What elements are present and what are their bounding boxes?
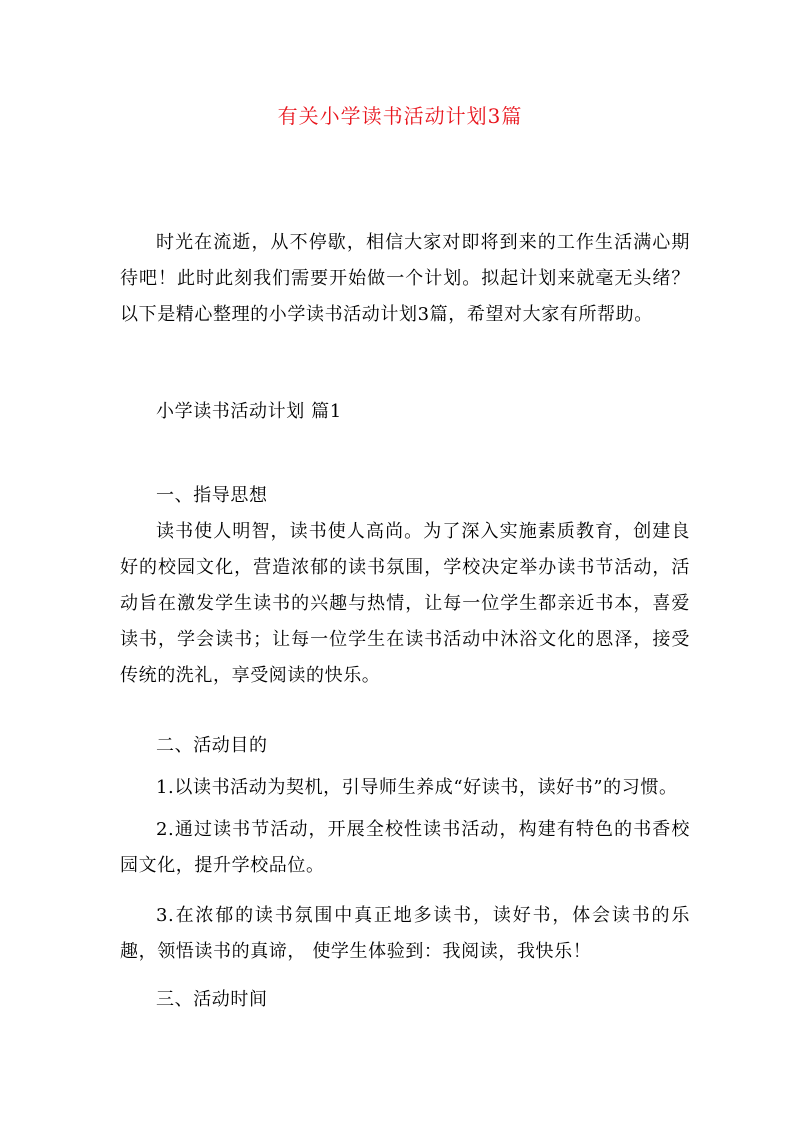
section-heading: 小学读书活动计划 篇1	[156, 401, 342, 422]
goal-item-1: 1.以读书活动为契机，引导师生养成“好读书，读好书”的习惯。	[156, 777, 678, 798]
intro-paragraph: 时光在流逝，从不停歇，相信大家对即将到来的工作生活满心期待吧！此时此刻我们需要开始做一个计划。拟起计划来就毫无头绪？以下是精心整理的小学读书活动计划3篇，希望对大家有所帮助。	[120, 232, 690, 325]
goal-item-2: 2.通过读书节活动，开展全校性读书活动，构建有特色的书香校园文化，提升学校品位。	[120, 819, 690, 876]
heading-activity-time: 三、活动时间	[156, 989, 268, 1010]
document-title: 有关小学读书活动计划3篇	[277, 104, 523, 128]
heading-activity-goals: 二、活动目的	[156, 735, 268, 756]
goal-item-3: 3.在浓郁的读书氛围中真正地多读书，读好书，体会读书的乐趣，领悟读书的真谛， 使学生体验到：我阅读，我快乐！	[120, 905, 690, 962]
heading-guiding-ideology: 一、指导思想	[156, 485, 268, 506]
guiding-paragraph: 读书使人明智，读书使人高尚。为了深入实施素质教育，创建良好的校园文化，营造浓郁的读书氛围，学校决定举办读书节活动，活动旨在激发学生读书的兴趣与热情，让每一位学生都亲近书本，喜爱读书，学会读书；让每一位学生在读书活动中沐浴文化的恩泽，接受传统的洗礼，享受阅读的快乐。	[120, 521, 690, 686]
